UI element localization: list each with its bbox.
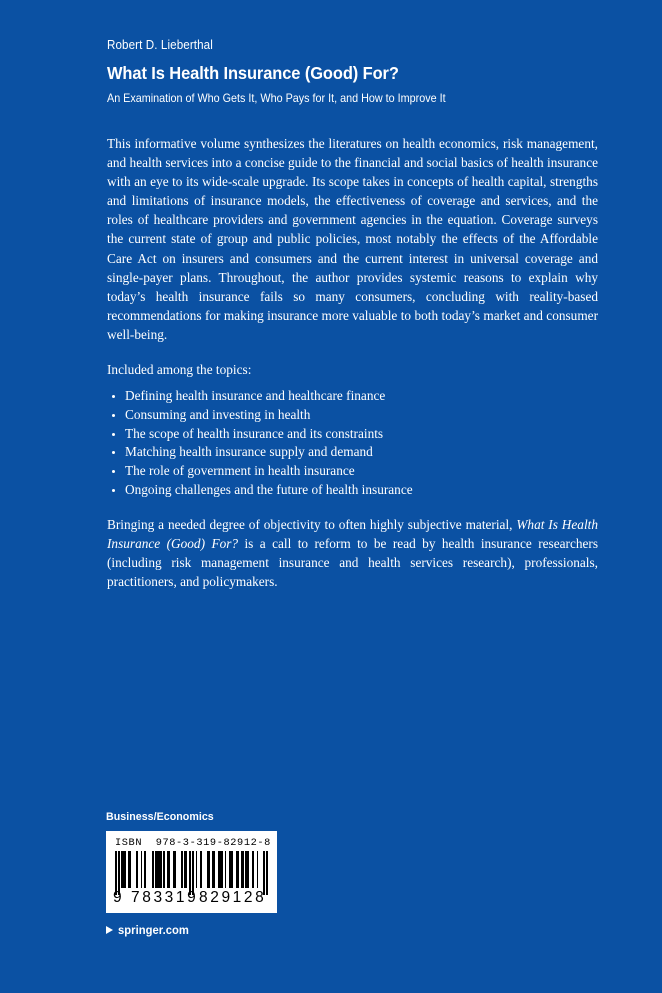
barcode-digits — [113, 889, 271, 909]
book-title: What Is Health Insurance (Good) For? — [107, 62, 399, 83]
cover-header — [107, 38, 599, 106]
list-item: Matching health insurance supply and demand — [107, 443, 598, 461]
isbn-text — [115, 837, 271, 849]
closing-paragraph — [107, 515, 598, 591]
author-name: Robert D. Lieberthal — [107, 38, 213, 52]
list-item: The scope of health insurance and its constraints — [107, 425, 598, 443]
isbn-label: ISBN — [115, 837, 143, 849]
isbn-barcode — [106, 831, 277, 913]
book-subtitle: An Examination of Who Gets It, Who Pays for It, and How to Improve It — [107, 91, 446, 105]
topics-lead-in: Included among the topics: — [107, 362, 252, 378]
list-item: Consuming and investing in health — [107, 406, 598, 424]
barcode-digits-left: 783319 — [131, 889, 199, 906]
isbn-number: 978-3-319-82912-8 — [155, 837, 271, 849]
play-triangle-icon — [106, 926, 113, 934]
barcode-digits-right: 829128 — [199, 889, 267, 906]
list-item: The role of government in health insurance — [107, 462, 598, 480]
publisher-link[interactable] — [106, 923, 366, 937]
list-item: Defining health insurance and healthcare finance — [107, 387, 598, 405]
cover-footer — [106, 811, 366, 937]
barcode-digit-lead: 9 — [113, 889, 122, 906]
closing-title-italic: What Is Health Insurance (Good) For? — [107, 516, 598, 551]
topics-list — [107, 387, 598, 499]
list-item: Ongoing challenges and the future of health insurance — [107, 481, 598, 499]
closing-text-part1: Bringing a needed degree of objectivity to often highly subjective material, — [107, 516, 517, 532]
description-paragraph: This informative volume synthesizes the literatures on health economics, risk management, and health services into a concise guide to the financial and social basics of health insurance with an eye to its wide-scale upgrade. Its scope takes in concepts of health capital, strengths and limitations of insurance models, the effectiveness of coverage and services, and the roles of healthcare providers and government agencies in the equation. Coverage surveys the current state of group and public policies, most notably the effects of the Affordable Care Act on insurers and consumers and the current interest in universal coverage and single-payer plans. Throughout, the author provides systemic reasons to explain why today’s health insurance fails so many consumers, concluding with reality-based recommendations for making insurance more valuable to both today’s market and consumer well-being. — [107, 136, 598, 342]
publisher-url-label: springer.com — [118, 923, 189, 937]
closing-text-part2: is a call to reform to be read by health insurance researchers (including risk management insurance and health services research), professionals, practitioners, and policymakers. — [107, 535, 599, 590]
subject-category: Business/Economics — [106, 811, 214, 823]
cover-body — [107, 134, 598, 591]
